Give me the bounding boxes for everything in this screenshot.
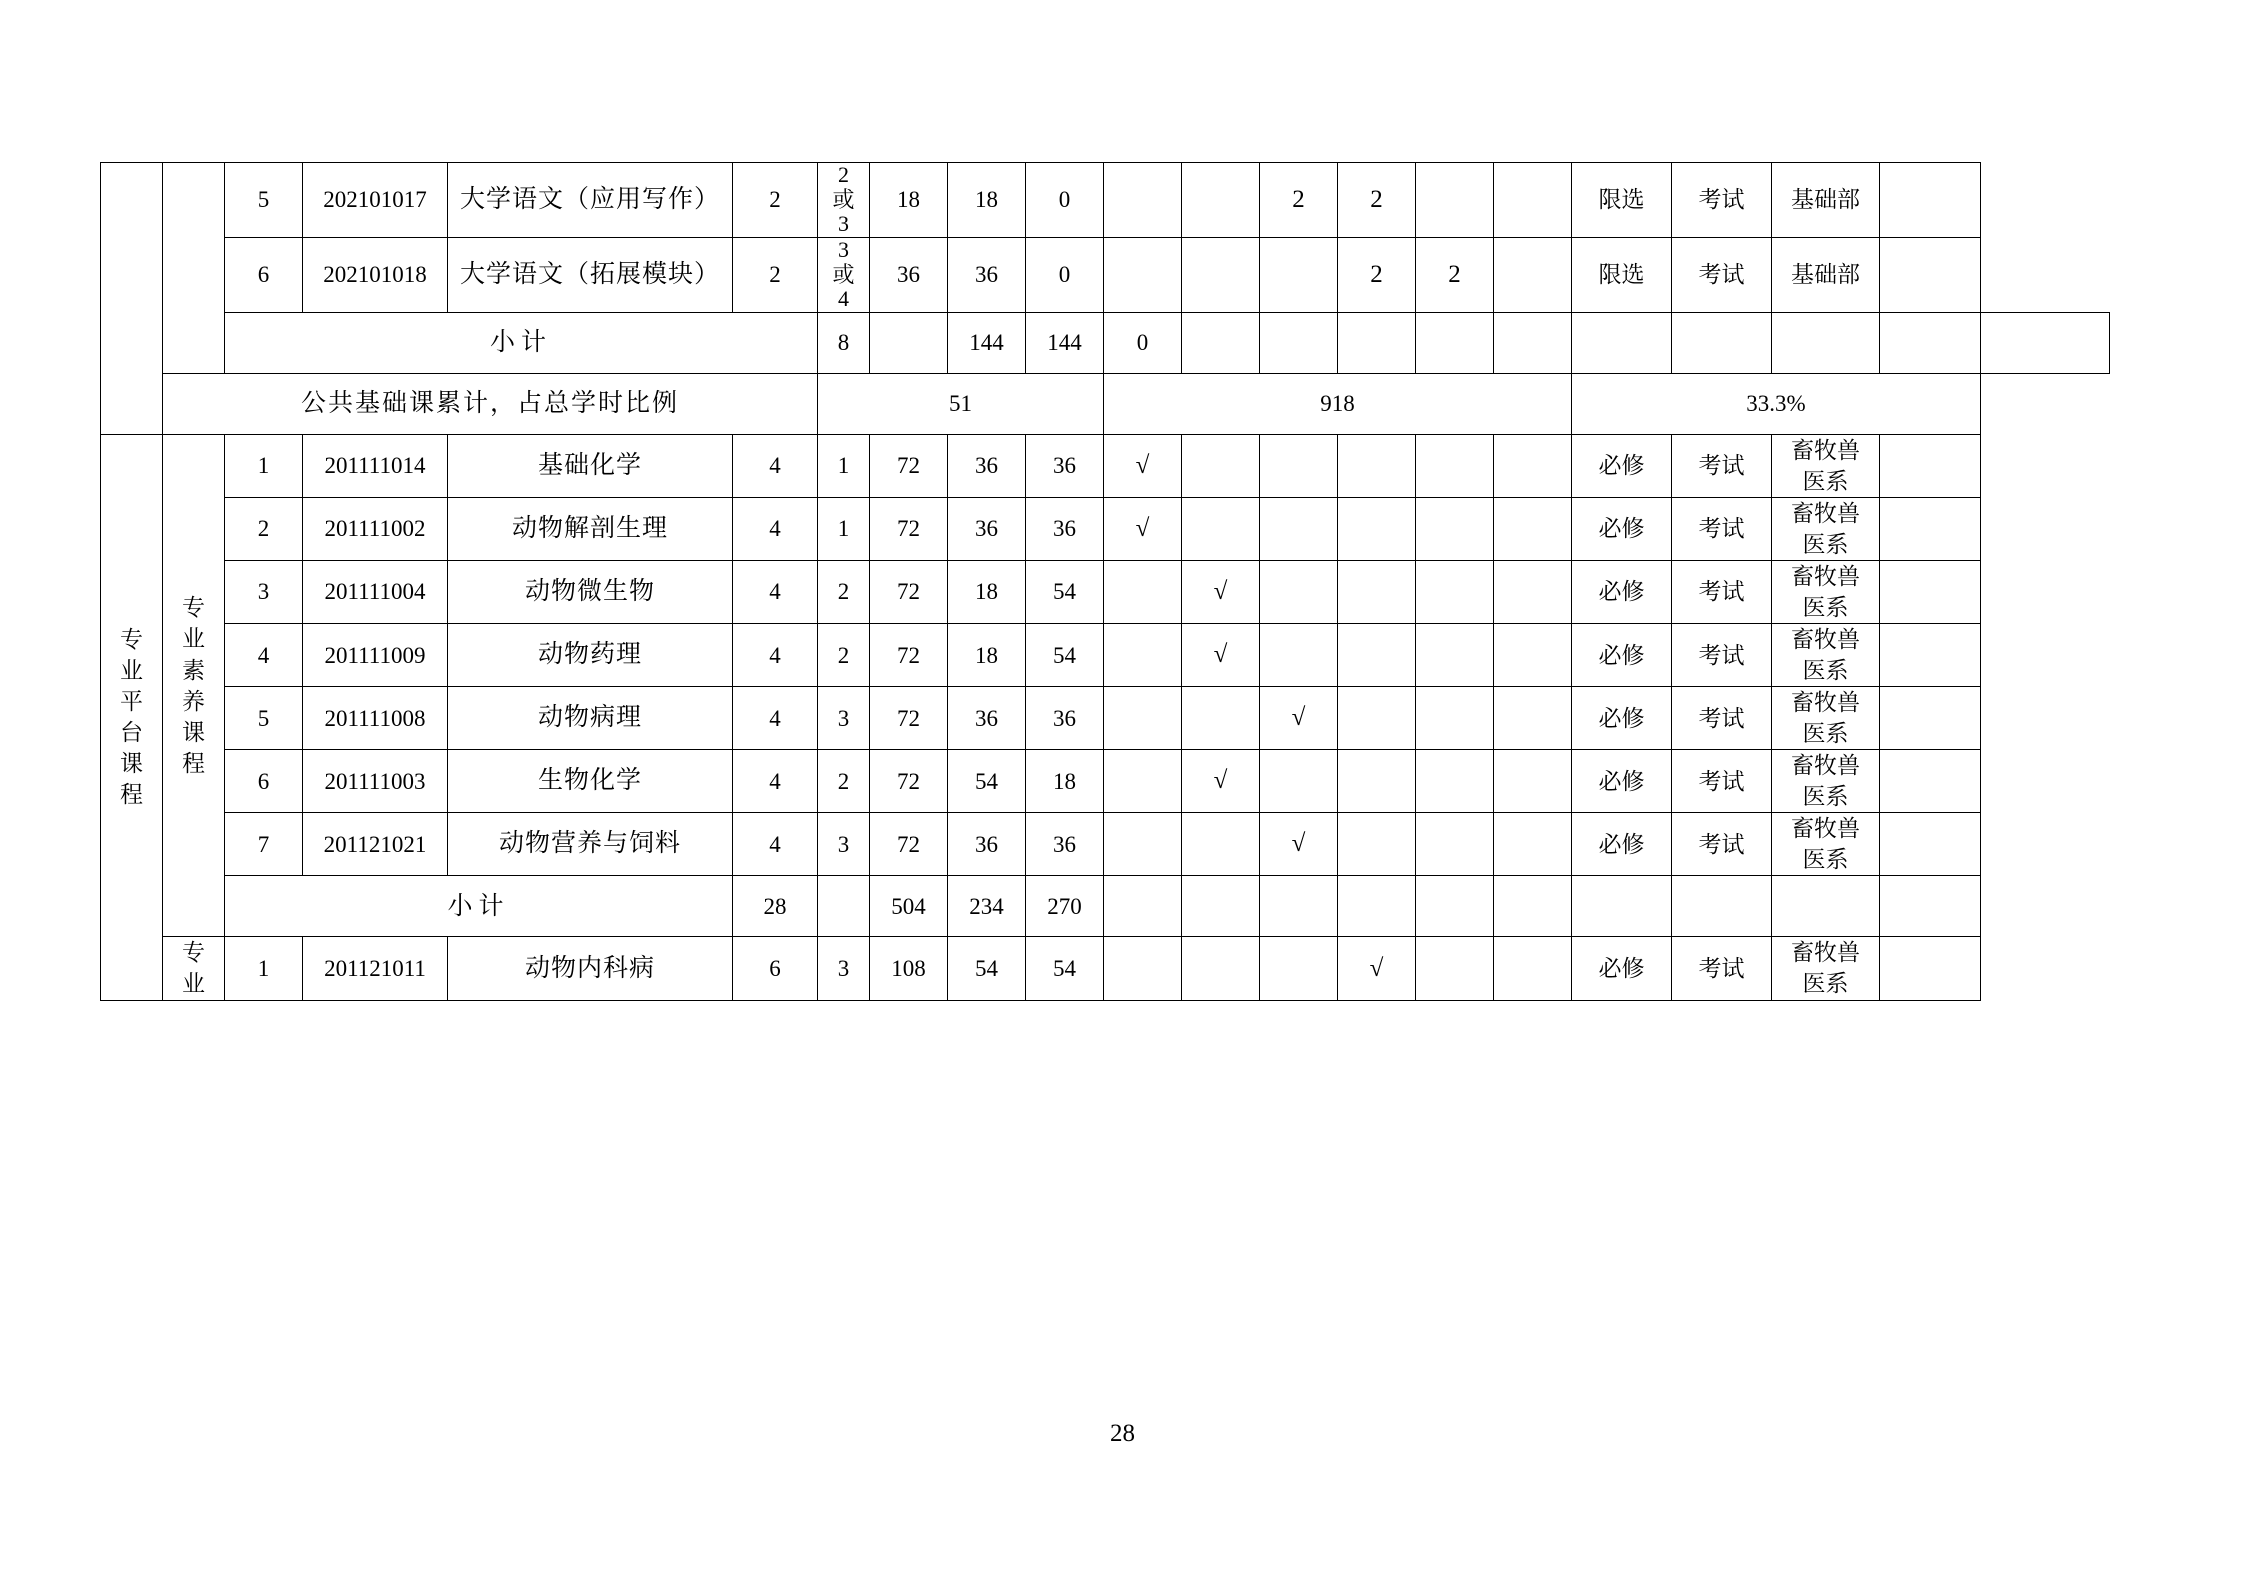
semester-3: √ xyxy=(1260,813,1338,876)
assessment-type: 考试 xyxy=(1672,560,1772,623)
theory-hours: 54 xyxy=(948,937,1026,1000)
semester-2 xyxy=(1182,434,1260,497)
theory-hours: 36 xyxy=(948,497,1026,560)
course-credits: 6 xyxy=(733,937,818,1000)
semester-3 xyxy=(1260,497,1338,560)
course-nature: 必修 xyxy=(1572,624,1672,687)
table-row xyxy=(101,163,2110,238)
cumulative-hours: 918 xyxy=(1104,373,1572,434)
course-term: 3 xyxy=(818,813,870,876)
theory-hours: 18 xyxy=(948,163,1026,238)
total-hours: 36 xyxy=(870,237,948,312)
subtotal-practice-hours: 270 xyxy=(1026,876,1104,937)
semester-4 xyxy=(1338,497,1416,560)
course-nature: 必修 xyxy=(1572,497,1672,560)
table-row xyxy=(101,687,2110,750)
remark xyxy=(1880,937,1981,1000)
department xyxy=(1772,813,1880,876)
course-code: 201111003 xyxy=(303,750,448,813)
row-index: 6 xyxy=(225,750,303,813)
semester-2 xyxy=(1182,876,1260,937)
course-nature xyxy=(1572,876,1672,937)
course-term xyxy=(818,237,870,312)
table-row xyxy=(101,497,2110,560)
remark xyxy=(1880,237,1981,312)
table-row xyxy=(101,434,2110,497)
total-hours: 72 xyxy=(870,624,948,687)
semester-4: 2 xyxy=(1338,237,1416,312)
total-hours: 108 xyxy=(870,937,948,1000)
semester-5 xyxy=(1416,624,1494,687)
course-nature: 必修 xyxy=(1572,434,1672,497)
curriculum-table-container xyxy=(100,162,2110,1001)
row-index: 7 xyxy=(225,813,303,876)
remark xyxy=(1981,312,2110,373)
term-part: 或 xyxy=(832,186,855,212)
assessment-type: 考试 xyxy=(1672,624,1772,687)
semester-6 xyxy=(1494,163,1572,238)
practice-hours: 54 xyxy=(1026,624,1104,687)
semester-6 xyxy=(1494,434,1572,497)
semester-6 xyxy=(1494,876,1572,937)
course-name: 大学语文（应用写作） xyxy=(448,163,733,238)
department xyxy=(1772,687,1880,750)
term-part: 3 xyxy=(838,211,849,237)
semester-5 xyxy=(1416,163,1494,238)
total-hours: 72 xyxy=(870,750,948,813)
assessment-type: 考试 xyxy=(1672,813,1772,876)
curriculum-table xyxy=(100,162,2110,1001)
semester-4 xyxy=(1338,687,1416,750)
course-code: 201111009 xyxy=(303,624,448,687)
semester-6 xyxy=(1494,813,1572,876)
remark xyxy=(1880,163,1981,238)
semester-5 xyxy=(1416,497,1494,560)
semester-5 xyxy=(1416,687,1494,750)
semester-4 xyxy=(1338,750,1416,813)
group-cell-empty-category xyxy=(163,163,225,374)
semester-6 xyxy=(1494,237,1572,312)
remark xyxy=(1880,497,1981,560)
table-row xyxy=(101,560,2110,623)
semester-1 xyxy=(1104,813,1182,876)
course-nature: 必修 xyxy=(1572,813,1672,876)
course-term xyxy=(818,163,870,238)
department xyxy=(1772,750,1880,813)
course-credits: 4 xyxy=(733,497,818,560)
semester-6 xyxy=(1572,312,1672,373)
department xyxy=(1772,624,1880,687)
department-line: 畜牧兽 xyxy=(1791,437,1860,463)
practice-hours: 36 xyxy=(1026,434,1104,497)
group-cell-empty-top-left xyxy=(101,163,163,435)
semester-4 xyxy=(1338,813,1416,876)
department xyxy=(1772,163,1880,238)
semester-6 xyxy=(1494,750,1572,813)
subtotal-practice-hours: 0 xyxy=(1104,312,1182,373)
subtotal-label: 小计 xyxy=(225,876,733,937)
subtotal-credits: 28 xyxy=(733,876,818,937)
semester-1 xyxy=(1104,687,1182,750)
total-hours: 72 xyxy=(870,434,948,497)
semester-3 xyxy=(1260,560,1338,623)
course-nature: 必修 xyxy=(1572,750,1672,813)
semester-1: √ xyxy=(1104,434,1182,497)
semester-4: 2 xyxy=(1338,163,1416,238)
term-part: 2 xyxy=(838,162,849,187)
course-code: 201111002 xyxy=(303,497,448,560)
department-line: 畜牧兽 xyxy=(1791,753,1860,779)
course-nature: 必修 xyxy=(1572,560,1672,623)
semester-4 xyxy=(1338,434,1416,497)
group-category-major-label: 专 业 xyxy=(163,937,225,1000)
course-code: 202101017 xyxy=(303,163,448,238)
semester-1: √ xyxy=(1104,497,1182,560)
remark xyxy=(1880,687,1981,750)
group-platform-label: 专 业 平 台 课 程 xyxy=(101,434,163,1000)
practice-hours: 0 xyxy=(1026,163,1104,238)
semester-4 xyxy=(1338,624,1416,687)
practice-hours: 54 xyxy=(1026,937,1104,1000)
row-index: 1 xyxy=(225,937,303,1000)
course-term: 2 xyxy=(818,560,870,623)
course-credits: 4 xyxy=(733,813,818,876)
semester-2 xyxy=(1260,312,1338,373)
course-nature: 限选 xyxy=(1572,237,1672,312)
course-term: 2 xyxy=(818,624,870,687)
department-line: 医系 xyxy=(1802,847,1849,873)
semester-2 xyxy=(1182,813,1260,876)
semester-4 xyxy=(1338,876,1416,937)
semester-2 xyxy=(1182,163,1260,238)
theory-hours: 18 xyxy=(948,624,1026,687)
subtotal-term xyxy=(870,312,948,373)
subtotal-total-hours: 504 xyxy=(870,876,948,937)
practice-hours: 18 xyxy=(1026,750,1104,813)
department-line: 医系 xyxy=(1802,594,1849,620)
semester-5 xyxy=(1416,560,1494,623)
semester-2: √ xyxy=(1182,750,1260,813)
total-hours: 72 xyxy=(870,497,948,560)
semester-3: √ xyxy=(1260,687,1338,750)
course-name: 动物营养与饲料 xyxy=(448,813,733,876)
assessment-type: 考试 xyxy=(1672,750,1772,813)
practice-hours: 36 xyxy=(1026,497,1104,560)
course-name: 基础化学 xyxy=(448,434,733,497)
department xyxy=(1772,497,1880,560)
course-credits: 4 xyxy=(733,434,818,497)
remark xyxy=(1880,876,1981,937)
assessment-type: 考试 xyxy=(1672,163,1772,238)
course-credits: 2 xyxy=(733,163,818,238)
remark xyxy=(1880,560,1981,623)
semester-1 xyxy=(1104,876,1182,937)
semester-3: 2 xyxy=(1260,163,1338,238)
practice-hours: 36 xyxy=(1026,813,1104,876)
term-part: 4 xyxy=(838,286,849,312)
term-part: 或 xyxy=(832,261,855,287)
page-number: 28 xyxy=(1110,1420,1135,1447)
semester-3 xyxy=(1338,312,1416,373)
theory-hours: 54 xyxy=(948,750,1026,813)
practice-hours: 0 xyxy=(1026,237,1104,312)
term-part: 3 xyxy=(838,236,849,262)
semester-6 xyxy=(1494,560,1572,623)
subtotal-credits: 8 xyxy=(818,312,870,373)
course-code: 201121011 xyxy=(303,937,448,1000)
subtotal-theory-hours: 234 xyxy=(948,876,1026,937)
semester-1 xyxy=(1104,937,1182,1000)
course-name: 生物化学 xyxy=(448,750,733,813)
row-index: 1 xyxy=(225,434,303,497)
course-credits: 4 xyxy=(733,624,818,687)
semester-5 xyxy=(1416,434,1494,497)
assessment-type xyxy=(1772,312,1880,373)
practice-hours: 54 xyxy=(1026,560,1104,623)
department-line: 畜牧兽 xyxy=(1791,940,1860,966)
semester-3 xyxy=(1260,937,1338,1000)
course-term: 3 xyxy=(818,937,870,1000)
semester-1 xyxy=(1104,560,1182,623)
remark xyxy=(1880,434,1981,497)
course-name: 动物药理 xyxy=(448,624,733,687)
semester-4: √ xyxy=(1338,937,1416,1000)
course-name: 动物微生物 xyxy=(448,560,733,623)
row-index: 5 xyxy=(225,687,303,750)
semester-5 xyxy=(1416,937,1494,1000)
department xyxy=(1772,937,1880,1000)
department-line: 医系 xyxy=(1802,971,1849,997)
course-code: 201111004 xyxy=(303,560,448,623)
course-name: 大学语文（拓展模块） xyxy=(448,237,733,312)
theory-hours: 36 xyxy=(948,434,1026,497)
practice-hours: 36 xyxy=(1026,687,1104,750)
course-nature: 必修 xyxy=(1572,937,1672,1000)
total-hours: 72 xyxy=(870,560,948,623)
cumulative-credits: 51 xyxy=(818,373,1104,434)
course-code: 201111008 xyxy=(303,687,448,750)
department-line: 医系 xyxy=(1802,658,1849,684)
department-line: 医系 xyxy=(1802,531,1849,557)
course-term: 3 xyxy=(818,687,870,750)
theory-hours: 18 xyxy=(948,560,1026,623)
semester-5 xyxy=(1416,813,1494,876)
course-term: 1 xyxy=(818,434,870,497)
department xyxy=(1772,560,1880,623)
row-index: 3 xyxy=(225,560,303,623)
course-nature: 必修 xyxy=(1572,687,1672,750)
semester-1 xyxy=(1104,163,1182,238)
semester-5: 2 xyxy=(1416,237,1494,312)
department-line: 畜牧兽 xyxy=(1791,816,1860,842)
course-credits: 4 xyxy=(733,687,818,750)
department-line: 医系 xyxy=(1802,784,1849,810)
assessment-type: 考试 xyxy=(1672,237,1772,312)
course-credits: 4 xyxy=(733,560,818,623)
semester-1 xyxy=(1104,750,1182,813)
semester-4 xyxy=(1338,560,1416,623)
course-nature: 限选 xyxy=(1572,163,1672,238)
department-line: 畜牧兽 xyxy=(1791,690,1860,716)
department xyxy=(1772,876,1880,937)
table-row xyxy=(101,237,2110,312)
subtotal-term xyxy=(818,876,870,937)
table-row-subtotal xyxy=(101,312,2110,373)
course-name: 动物病理 xyxy=(448,687,733,750)
semester-1 xyxy=(1182,312,1260,373)
semester-2 xyxy=(1182,497,1260,560)
theory-hours: 36 xyxy=(948,237,1026,312)
row-index: 4 xyxy=(225,624,303,687)
subtotal-label: 小计 xyxy=(225,312,818,373)
course-nature xyxy=(1672,312,1772,373)
semester-3 xyxy=(1260,750,1338,813)
table-row-subtotal xyxy=(101,876,2110,937)
table-row xyxy=(101,813,2110,876)
row-index: 6 xyxy=(225,237,303,312)
assessment-type: 考试 xyxy=(1672,434,1772,497)
table-row xyxy=(101,624,2110,687)
semester-1 xyxy=(1104,237,1182,312)
cumulative-label: 公共基础课累计，占总学时比例 xyxy=(163,373,818,434)
course-credits: 2 xyxy=(733,237,818,312)
total-hours: 72 xyxy=(870,813,948,876)
course-term: 1 xyxy=(818,497,870,560)
remark xyxy=(1880,750,1981,813)
department-line: 畜牧兽 xyxy=(1791,563,1860,589)
cumulative-ratio: 33.3% xyxy=(1572,373,1981,434)
semester-5 xyxy=(1494,312,1572,373)
total-hours: 18 xyxy=(870,163,948,238)
course-code: 201121021 xyxy=(303,813,448,876)
semester-2 xyxy=(1182,687,1260,750)
course-name: 动物内科病 xyxy=(448,937,733,1000)
remark xyxy=(1880,624,1981,687)
semester-4 xyxy=(1416,312,1494,373)
semester-6 xyxy=(1494,497,1572,560)
semester-6 xyxy=(1494,937,1572,1000)
department-line: 医系 xyxy=(1802,721,1849,747)
table-row xyxy=(101,937,2110,1000)
assessment-type: 考试 xyxy=(1672,497,1772,560)
theory-hours: 36 xyxy=(948,687,1026,750)
department-line: 基础部 xyxy=(1791,187,1860,213)
course-term: 2 xyxy=(818,750,870,813)
course-credits: 4 xyxy=(733,750,818,813)
row-index: 5 xyxy=(225,163,303,238)
table-row-cumulative xyxy=(101,373,2110,434)
group-category-quality-label: 专 业 素 养 课 程 xyxy=(163,434,225,937)
course-name: 动物解剖生理 xyxy=(448,497,733,560)
table-row xyxy=(101,750,2110,813)
course-code: 201111014 xyxy=(303,434,448,497)
remark xyxy=(1880,813,1981,876)
semester-6 xyxy=(1494,624,1572,687)
subtotal-total-hours: 144 xyxy=(948,312,1026,373)
semester-5 xyxy=(1416,876,1494,937)
semester-2: √ xyxy=(1182,560,1260,623)
subtotal-theory-hours: 144 xyxy=(1026,312,1104,373)
department xyxy=(1880,312,1981,373)
department xyxy=(1772,434,1880,497)
semester-3 xyxy=(1260,624,1338,687)
department-line: 畜牧兽 xyxy=(1791,500,1860,526)
semester-2 xyxy=(1182,237,1260,312)
department-line: 基础部 xyxy=(1791,262,1860,288)
semester-2: √ xyxy=(1182,624,1260,687)
assessment-type xyxy=(1672,876,1772,937)
semester-1 xyxy=(1104,624,1182,687)
course-code: 202101018 xyxy=(303,237,448,312)
department-line: 医系 xyxy=(1802,468,1849,494)
semester-6 xyxy=(1494,687,1572,750)
department-line: 畜牧兽 xyxy=(1791,627,1860,653)
semester-3 xyxy=(1260,237,1338,312)
semester-2 xyxy=(1182,937,1260,1000)
theory-hours: 36 xyxy=(948,813,1026,876)
assessment-type: 考试 xyxy=(1672,937,1772,1000)
semester-3 xyxy=(1260,434,1338,497)
total-hours: 72 xyxy=(870,687,948,750)
semester-3 xyxy=(1260,876,1338,937)
department xyxy=(1772,237,1880,312)
row-index: 2 xyxy=(225,497,303,560)
semester-5 xyxy=(1416,750,1494,813)
assessment-type: 考试 xyxy=(1672,687,1772,750)
